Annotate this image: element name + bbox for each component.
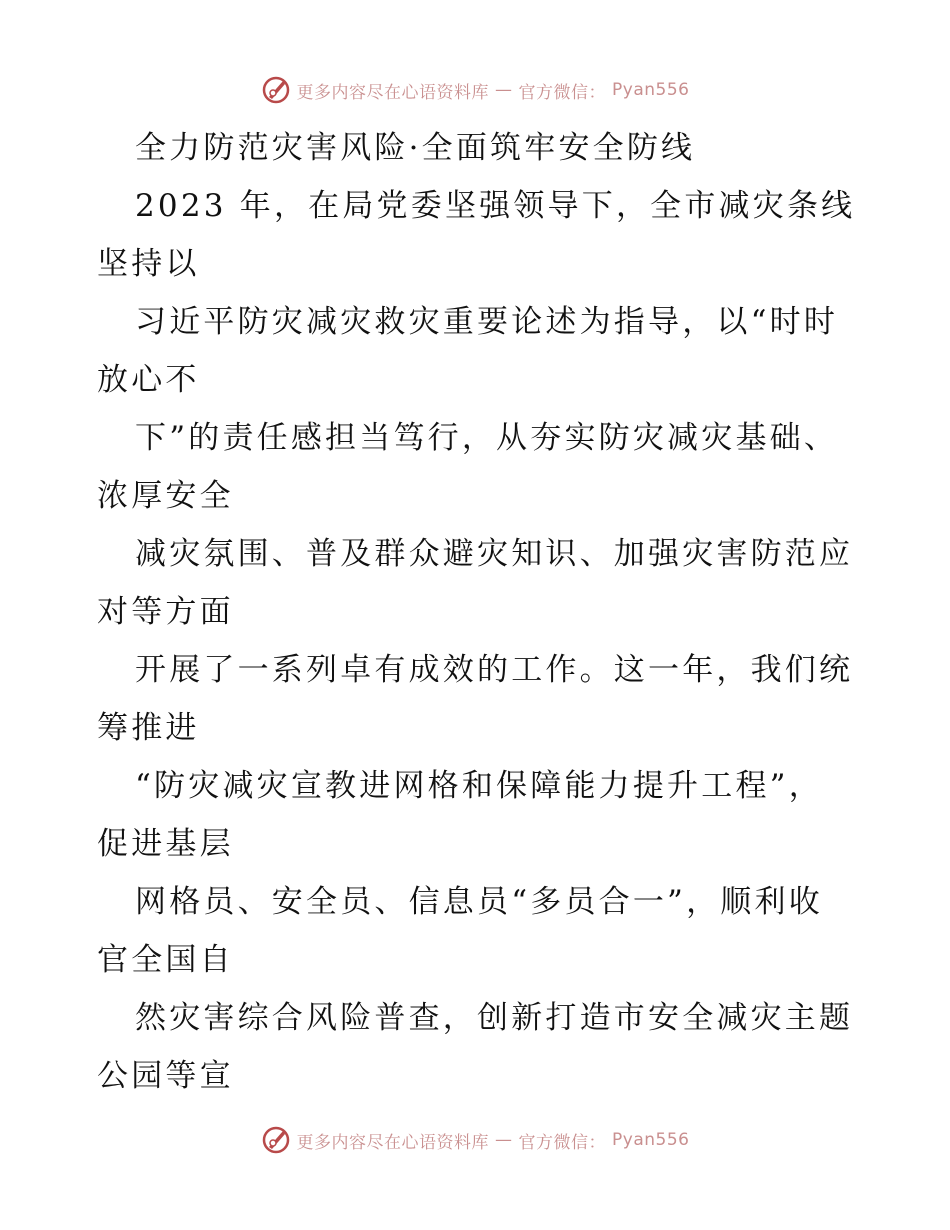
paragraph-line: 坚持以 <box>97 246 200 282</box>
watermark-text: 更多内容尽在心语资料库 <box>296 1132 490 1153</box>
quill-seal-icon <box>261 75 291 105</box>
paragraph-line: 官全国自 <box>97 942 234 978</box>
watermark-label: 官方微信： <box>518 1132 607 1153</box>
quill-seal-icon <box>261 1125 291 1155</box>
watermark-label: 官方微信： <box>518 82 607 103</box>
paragraph-line: 公园等宣 <box>97 1058 234 1094</box>
paragraph-line: “防灾减灾宣教进网格和保障能力提升工程”， <box>135 768 823 804</box>
watermark-separator: — <box>495 80 513 100</box>
paragraph-line: 开展了一系列卓有成效的工作。这一年，我们统 <box>135 652 854 688</box>
paragraph-line: 然灾害综合风险普查，创新打造市安全减灾主题 <box>135 1000 854 1036</box>
paragraph-line: 浓厚安全 <box>97 478 234 514</box>
paragraph-line: 筹推进 <box>97 710 200 746</box>
document-title: 全力防范灾害风险·全面筑牢安全防线 <box>135 130 696 166</box>
watermark-text: 更多内容尽在心语资料库 <box>296 82 490 103</box>
paragraph-line: 下”的责任感担当笃行，从夯实防灾减灾基础、 <box>135 420 839 456</box>
paragraph-line: 促进基层 <box>97 826 234 862</box>
paragraph-line: 减灾氛围、普及群众避灾知识、加强灾害防范应 <box>135 536 854 572</box>
paragraph-line: 习近平防灾减灾救灾重要论述为指导，以“时时 <box>135 304 839 340</box>
header-watermark <box>0 70 950 110</box>
paragraph-line: 2023 年，在局党委坚强领导下，全市减灾条线 <box>135 188 856 224</box>
watermark-id: Pyan556 <box>612 80 690 100</box>
footer-watermark <box>0 1120 950 1160</box>
paragraph-line: 网格员、安全员、信息员“多员合一”，顺利收 <box>135 884 823 920</box>
watermark-id: Pyan556 <box>612 1130 690 1150</box>
paragraph-line: 放心不 <box>97 362 200 398</box>
paragraph-line: 对等方面 <box>97 594 234 630</box>
watermark-separator: — <box>495 1130 513 1150</box>
